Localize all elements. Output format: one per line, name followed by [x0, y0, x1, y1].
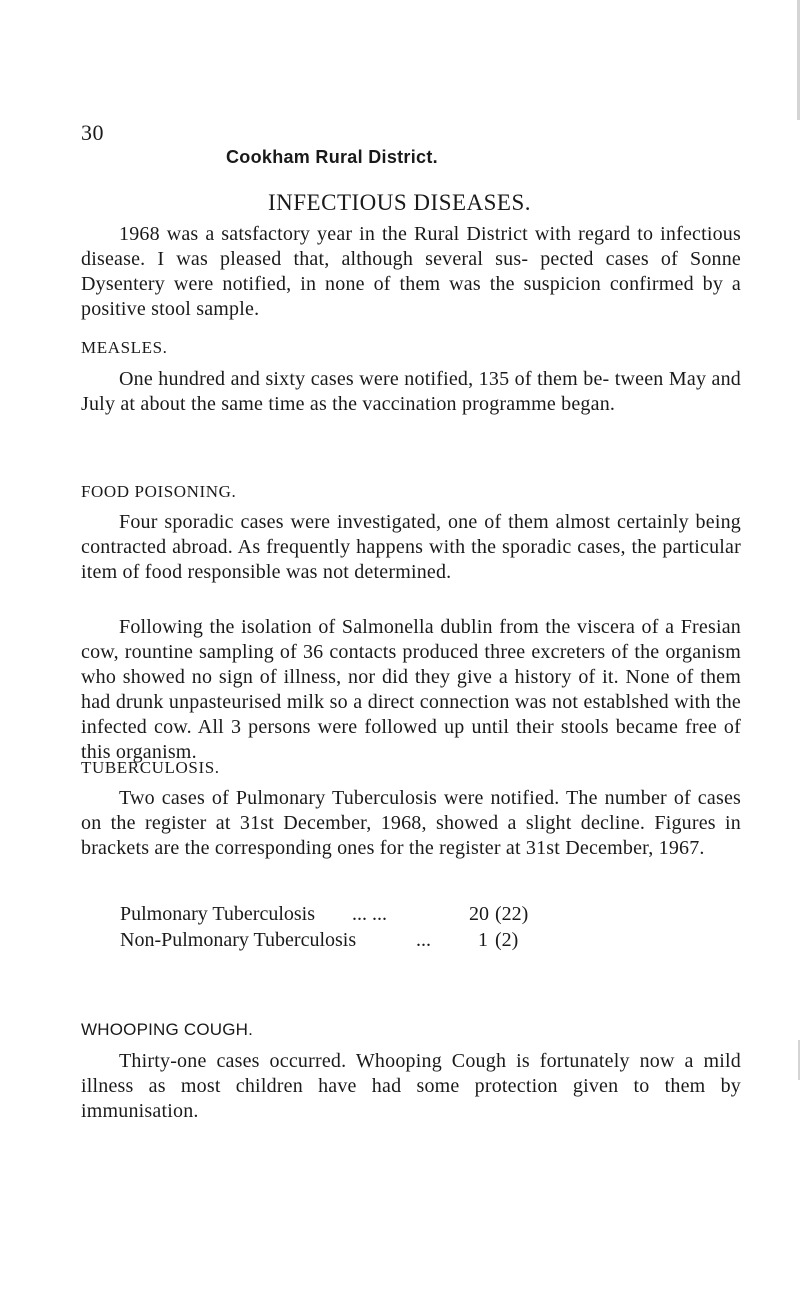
row-value: 1 [478, 929, 488, 951]
measles-paragraph: One hundred and sixty cases were notified, 135 of them be- tween May and July at about the same time as the vaccination programme began. [81, 368, 741, 415]
food-poisoning-paragraph-2: Following the isolation of Salmonella dublin from the viscera of a Fresian cow, rountine sampling of 36 contacts produced three excreters of the organism who showed no sign of illness, nor did they give a history of it. None of them had drunk unpasteurised milk so a direct connection was not establshed with the infected cow. All 3 persons were followed up until their stools became free of this organism. [81, 616, 741, 763]
table-row [120, 929, 640, 955]
row-previous-value: (22) [495, 903, 529, 925]
whooping-cough-paragraph: Thirty-one cases occurred. Whooping Cough is fortunately now a mild illness as most children have had some protection given to them by immunisation. [81, 1050, 741, 1122]
row-label: Pulmonary Tuberculosis [120, 903, 316, 925]
whooping-cough-heading: WHOOPING COUGH. [81, 1020, 254, 1039]
page-number: 30 [81, 120, 104, 145]
district-heading: Cookham Rural District. [226, 147, 438, 167]
row-previous-value: (2) [495, 929, 519, 951]
table-row [120, 903, 640, 929]
row-label: Non-Pulmonary Tuberculosis [120, 929, 357, 951]
tuberculosis-paragraph: Two cases of Pulmonary Tuberculosis were notified. The number of cases on the register at 31st December, 1968, showed a slight decline. Figures in brackets are the corresponding ones for the register at 31st December, 1967. [81, 787, 741, 859]
row-leader-dots: ... [416, 929, 431, 951]
tuberculosis-heading: TUBERCULOSIS. [81, 758, 220, 777]
intro-paragraph: 1968 was a satsfactory year in the Rural District with regard to infectious disease. I was pleased that, although several sus- pected cases of Sonne Dysentery were notified, in none of them was the suspicion confirmed by a positive stool sample. [81, 223, 741, 320]
food-poisoning-heading: FOOD POISONING. [81, 482, 237, 501]
page-title: INFECTIOUS DISEASES. [268, 190, 532, 215]
row-leader-dots: ... ... [352, 903, 387, 925]
food-poisoning-paragraph-1: Four sporadic cases were investigated, one of them almost certainly being contracted abroad. As frequently happens with the sporadic cases, the particular item of food responsible was not determined. [81, 511, 741, 583]
row-value: 20 [469, 903, 489, 925]
measles-heading: MEASLES. [81, 338, 168, 357]
